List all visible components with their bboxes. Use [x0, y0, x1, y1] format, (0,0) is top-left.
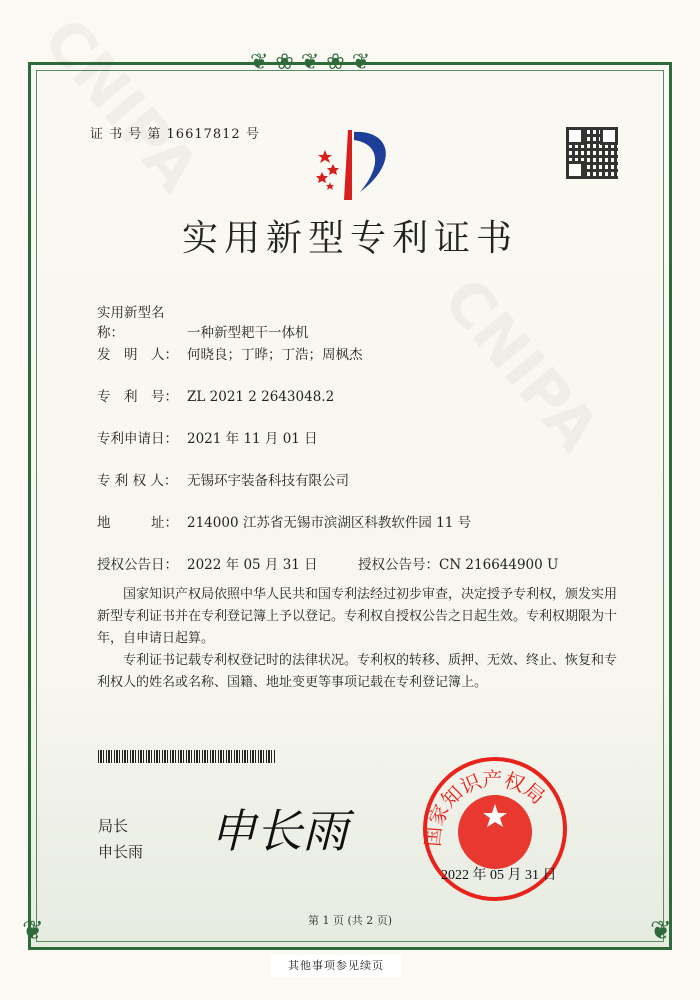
field-announcement-number: 授权公告号：CN 216644900 U [358, 557, 559, 573]
field-inventors: 发 明 人： 何晓良；丁晔；丁浩；周枫杰 [97, 347, 363, 363]
other-matters-note: 其他事项参见续页 [271, 955, 401, 977]
barcode [98, 750, 276, 763]
page-indicator: 第 1 页 (共 2 页) [307, 914, 393, 927]
svg-text:国家知识产权局: 国家知识产权局 [420, 766, 550, 848]
bottom-left-ornament: ❦ [22, 916, 44, 946]
star-icon [327, 164, 339, 175]
field-application-date: 专利申请日： 2021 年 11 月 01 日 [97, 431, 318, 447]
seal-date: 2022 年 05 月 31 日 [441, 868, 557, 883]
field-address: 地 址： 214000 江苏省无锡市滨湖区科教软件园 11 号 [97, 515, 472, 531]
field-utility-model-name: 实用新型名称： 一种新型耙干一体机 [97, 305, 309, 341]
director-name: 申长雨 [98, 843, 144, 861]
director-signature: 申长雨 [210, 804, 348, 858]
field-grant-date: 授权公告日： 2022 年 05 月 31 日 [97, 557, 318, 573]
statement-paragraph: 专利证书记载专利权登记时的法律状况。专利权的转移、质押、无效、终止、恢复和专利权人的姓名或名称、国籍、地址变更等事项记载在专利登记簿上。 [97, 653, 618, 690]
qr-code [566, 127, 618, 179]
director-title: 局长 [98, 817, 129, 835]
cnipa-logo [300, 122, 410, 202]
bottom-right-ornament: ❦ [650, 916, 672, 946]
statement-paragraph: 国家知识产权局依照中华人民共和国专利法经过初步审查，决定授予专利权，颁发实用新型专利证书并在专利登记簿上予以登记。专利权自授权公告之日起生效。专利权期限为十年，自申请日起算。 [97, 587, 618, 646]
top-ornament: ❦ ❀ ❦ ❀ ❦ [250, 50, 371, 75]
page-title: 实用新型专利证书 [181, 218, 518, 259]
star-icon [316, 172, 328, 183]
star-icon [318, 150, 332, 163]
certificate-number: 证 书 号 第 16617812 号 [90, 127, 260, 142]
field-patentee: 专 利 权 人： 无锡环宇装备科技有限公司 [97, 473, 349, 489]
star-icon [326, 182, 334, 190]
field-patent-number: 专 利 号： ZL 2021 2 2643048.2 [97, 389, 335, 405]
